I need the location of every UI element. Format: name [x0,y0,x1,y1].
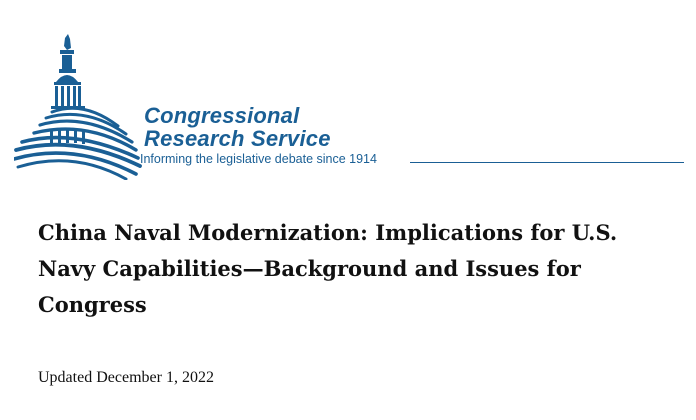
capitol-dome-icon [14,30,144,180]
org-name-line2: Research Service [144,126,331,151]
org-tagline: Informing the legislative debate since 1914 [140,152,377,166]
crs-logo [14,30,684,180]
org-name-line1: Congressional [144,103,300,128]
tagline-divider [410,162,684,163]
report-title: China Naval Modernization: Implications for U.S. Navy Capabilities—Background and Issues for Congress [38,220,618,317]
report-date: Updated December 1, 2022 [38,369,214,386]
org-wordmark [144,104,331,150]
